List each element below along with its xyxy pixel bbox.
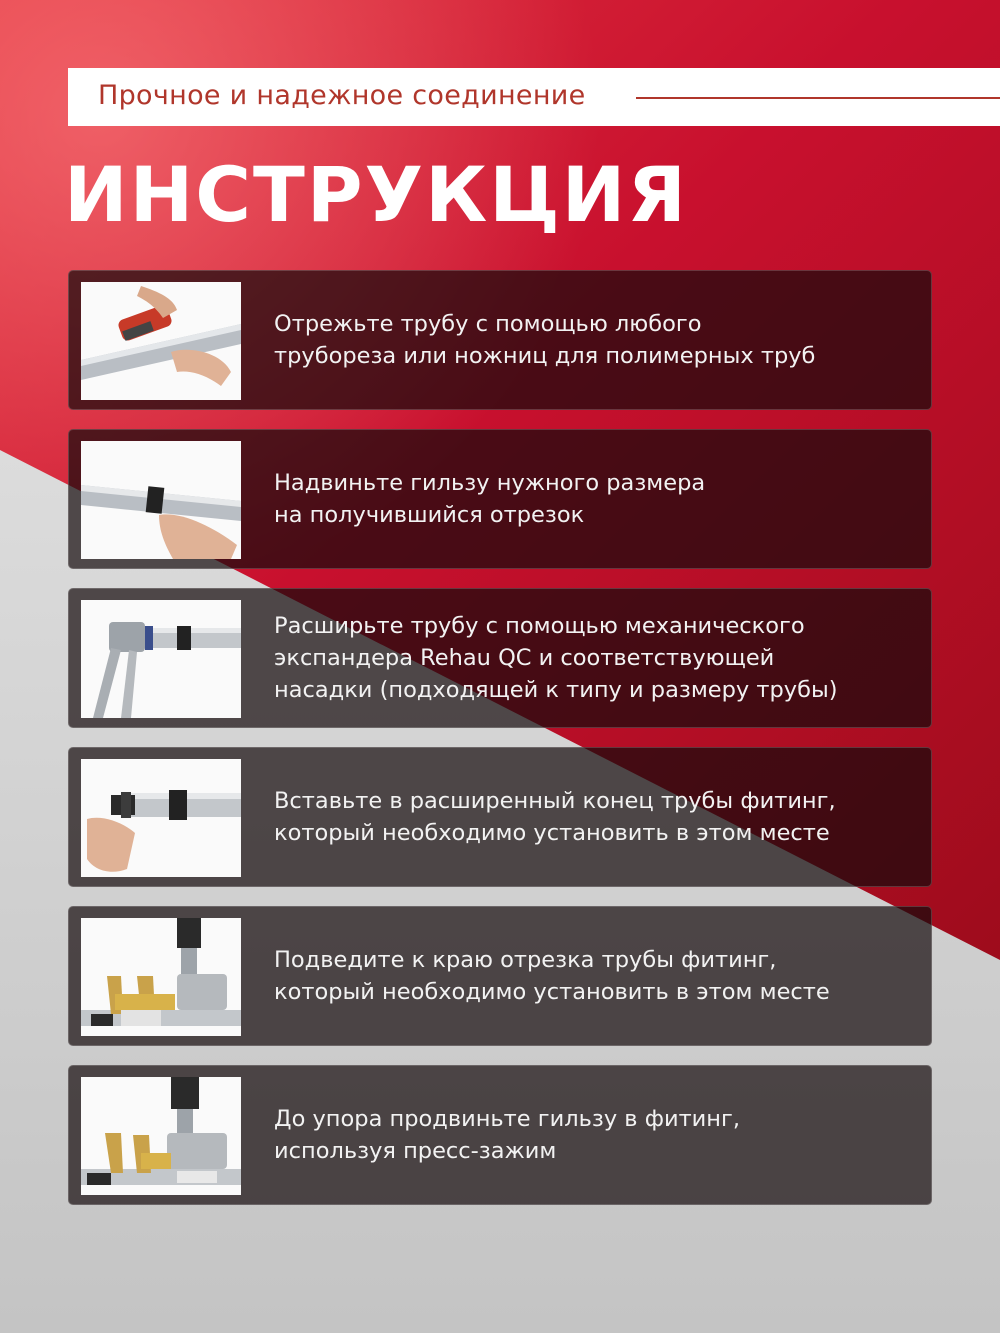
step-card-1 (68, 270, 932, 410)
subtitle-bar (68, 68, 1000, 126)
step-text-5: Подведите к краю отрезка трубы фитинг, который необходимо установить в этом месте (274, 947, 830, 1005)
step-card-6 (68, 1065, 932, 1205)
insert-fitting-photo (81, 759, 241, 877)
step-card-3 (68, 588, 932, 728)
subtitle: Прочное и надежное соединение (98, 80, 586, 111)
page-title: ИНСТРУКЦИЯ (64, 150, 688, 239)
step-card-2 (68, 429, 932, 569)
expander-tool-photo (81, 600, 241, 718)
step-text-1: Отрежьте трубу с помощью любого трубореза или ножниц для полимерных труб (274, 311, 816, 369)
pipe-cutter-photo (81, 282, 241, 400)
press-tool-photo (81, 918, 241, 1036)
step-text-6: До упора продвиньте гильзу в фитинг, используя пресс-зажим (274, 1106, 740, 1164)
step-text-2: Надвиньте гильзу нужного размера на получившийся отрезок (274, 470, 706, 528)
subtitle-divider (636, 97, 1000, 99)
step-text-3: Расширьте трубу с помощью механического экспандера Rehau QC и соответствующей насадки (подходящей к типу и размеру трубы) (274, 613, 838, 703)
sleeve-on-pipe-photo (81, 441, 241, 559)
press-clamp-photo (81, 1077, 241, 1195)
step-card-5 (68, 906, 932, 1046)
step-text-4: Вставьте в расширенный конец трубы фитинг, который необходимо установить в этом месте (274, 788, 836, 846)
step-card-4 (68, 747, 932, 887)
